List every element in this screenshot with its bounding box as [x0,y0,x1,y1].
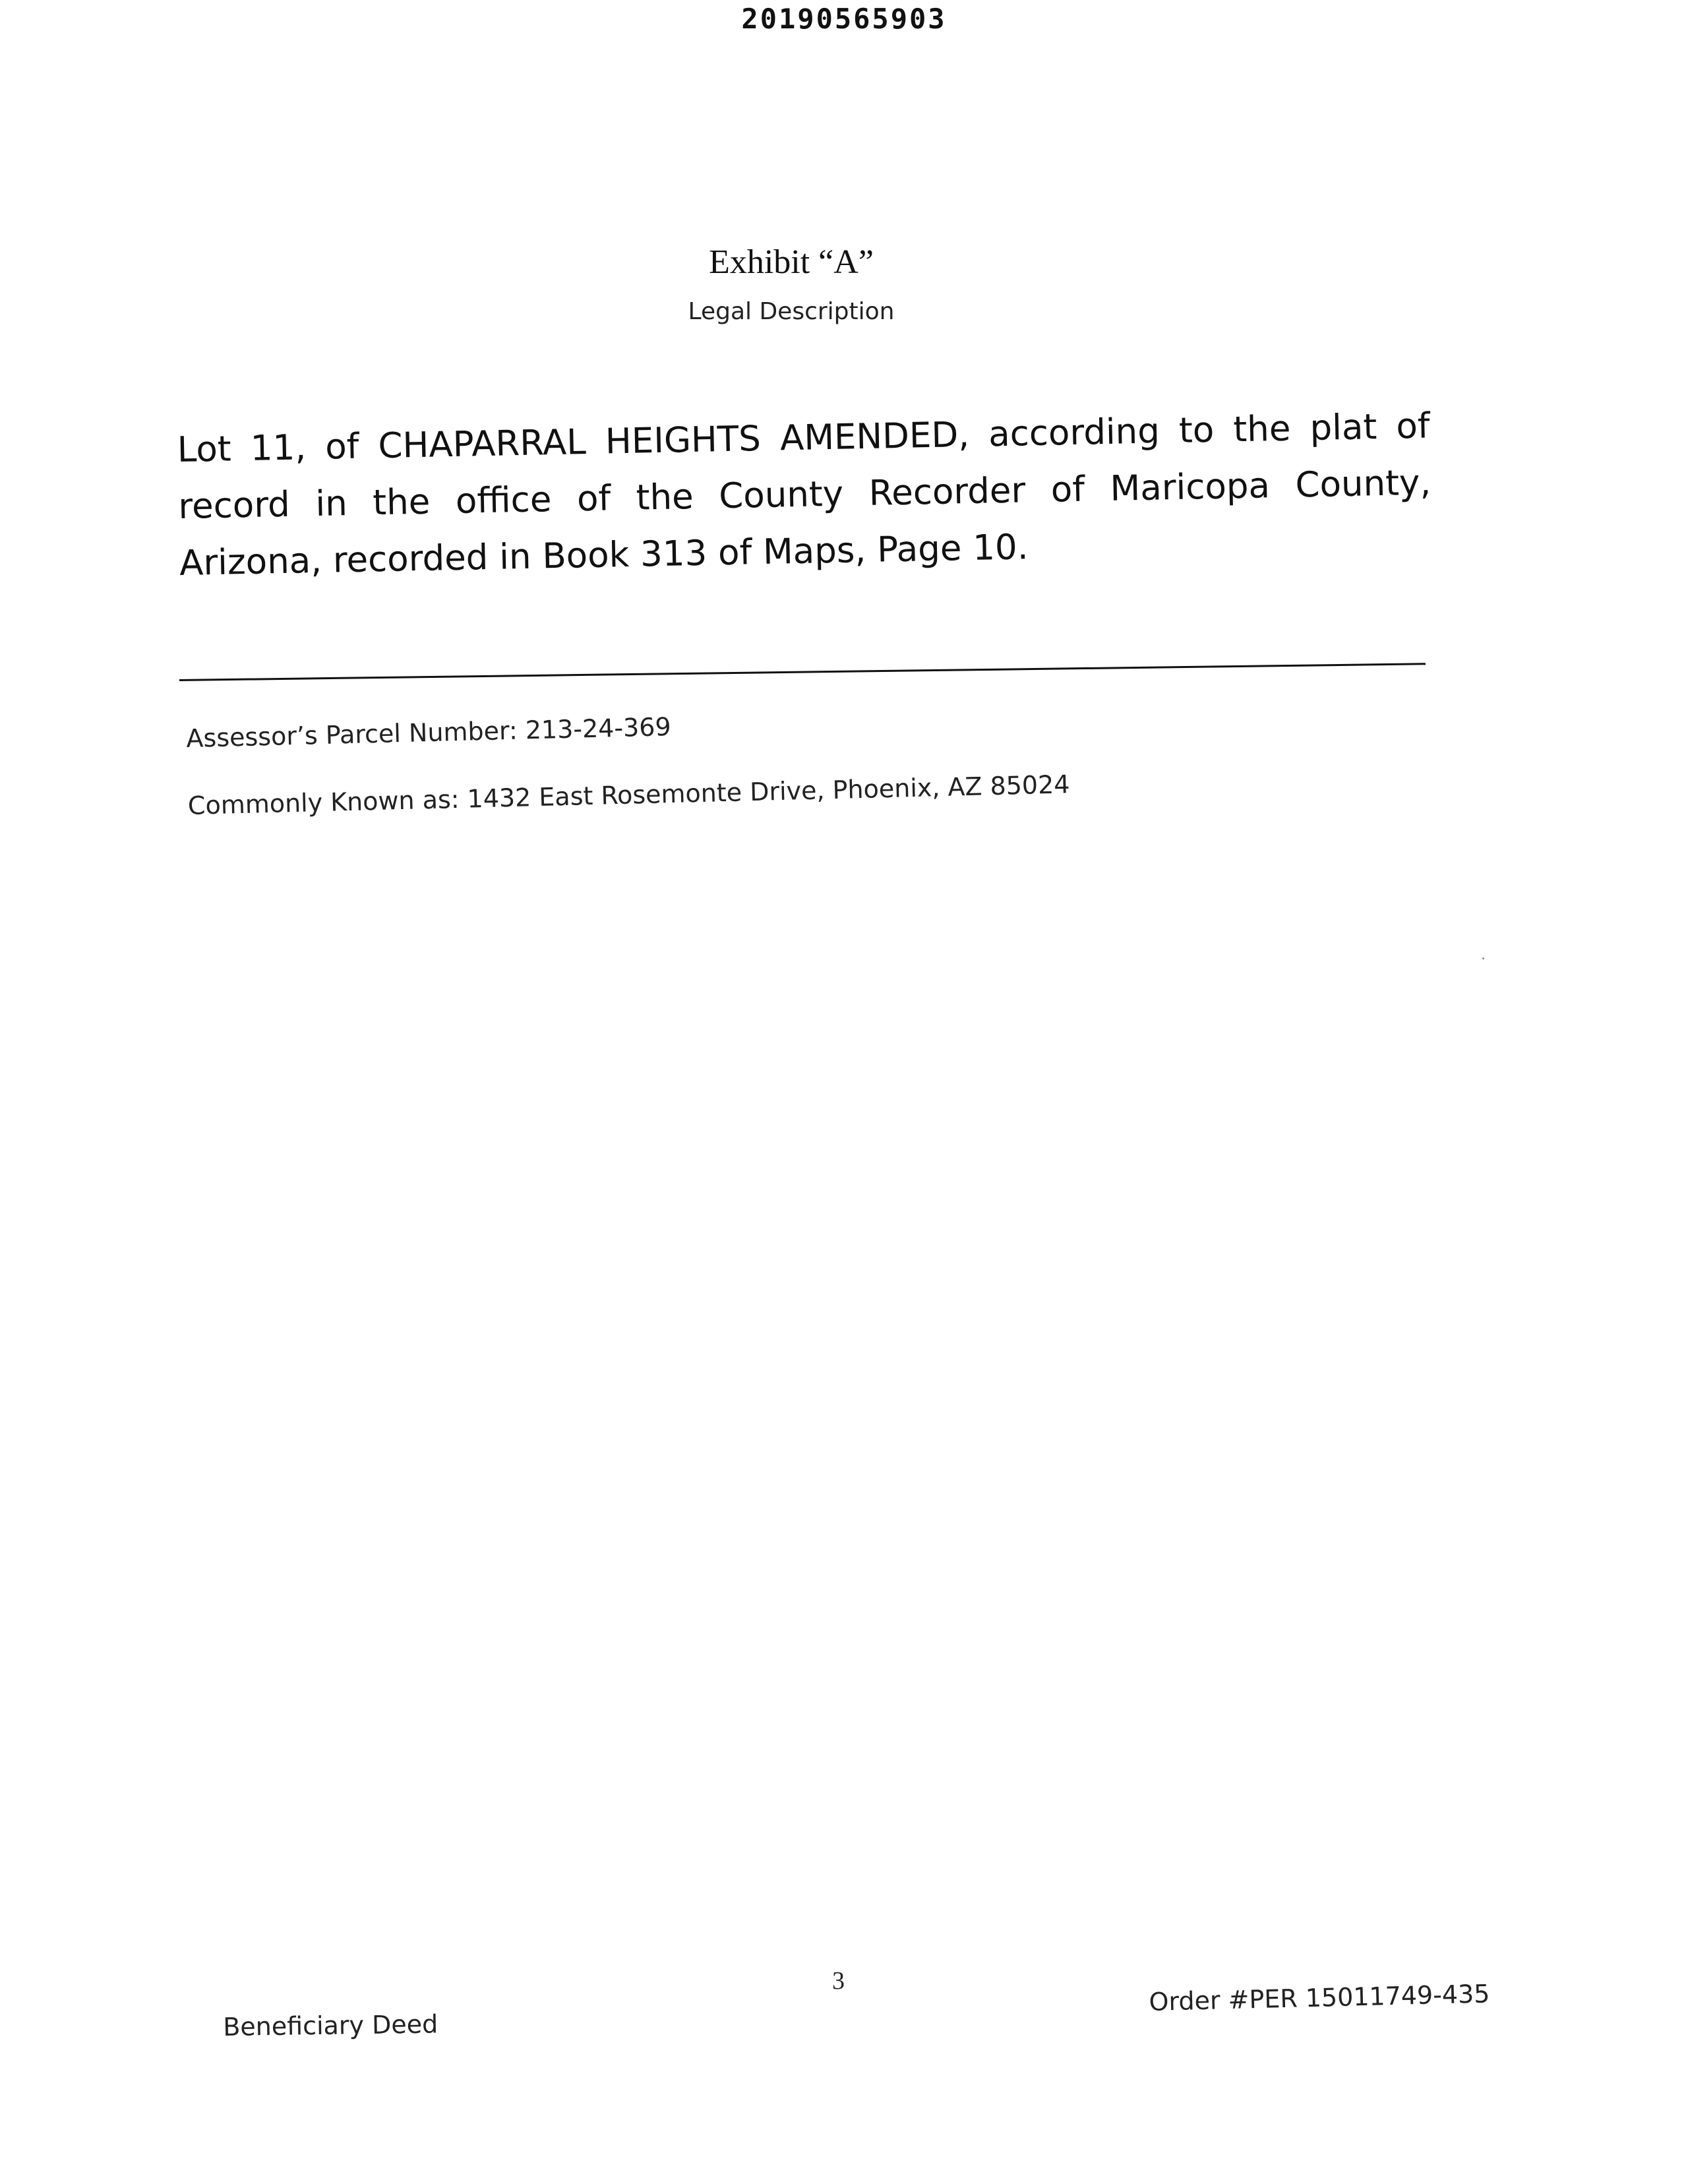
exhibit-subtitle: Legal Description [688,298,895,325]
legal-description [177,398,1433,592]
document-type-footer: Beneficiary Deed [223,2009,438,2042]
recording-number: 20190565903 [741,3,947,35]
parcel-info [186,704,1071,860]
legal-description-line: record in the office of the County Recorder of Maricopa County, [177,462,1432,527]
page-number: 3 [832,1967,845,1995]
order-number-footer: Order #PER 15011749-435 [1149,1979,1490,2017]
property-address: Commonly Known as: 1432 East Rosemonte Drive, Phoenix, AZ 85024 [187,770,1070,820]
assessor-parcel-number: Assessor’s Parcel Number: 213-24-369 [185,712,672,753]
exhibit-title: Exhibit “A” [709,243,874,281]
legal-description-line: Lot 11, of CHAPARRAL HEIGHTS AMENDED, according to the plat of [177,406,1431,470]
legal-description-line: Arizona, recorded in Book 313 of Maps, Page 10. [179,527,1029,584]
horizontal-divider [179,663,1426,681]
scan-speck [1482,957,1484,959]
